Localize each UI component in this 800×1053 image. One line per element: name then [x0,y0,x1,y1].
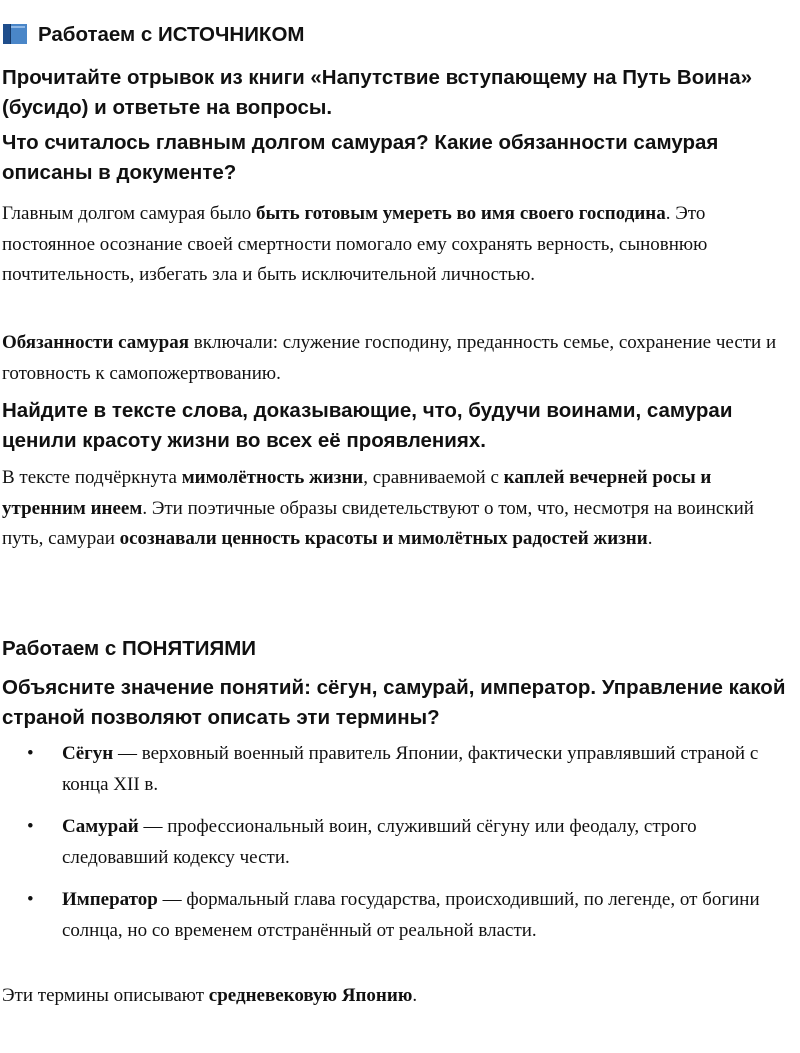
text-run: В тексте подчёркнута [2,467,182,488]
source-intro: Прочитайте отрывок из книги «Напутствие вступающему на Путь Воина» (бусидо) и ответьте на вопросы. [2,66,753,119]
term-definition: — формальный глава государства, происходивший, по легенде, от богини солнца, но со временем отстранённый от реальной власти. [62,889,760,941]
term-label: Самурай [62,816,139,837]
bold-run: средневековую Японию [208,985,413,1006]
terms-list [2,739,794,958]
text-run: , сравниваемой с [363,467,504,488]
question-2: Найдите в тексте слова, доказывающие, что, будучи воинами, самураи ценили красоту жизни во всех её проявлениях. [2,399,733,452]
list-item [2,812,794,873]
text-run: . [412,985,418,1006]
answer-1-paragraph-1 [2,199,794,291]
text-run: включали: служение господину, преданность семье, сохранение чести и готовность к самопожертвованию. [2,332,777,384]
bold-run: быть готовым умереть во имя своего господина [256,203,666,224]
section-concepts-title: Работаем с ПОНЯТИЯМИ [2,637,257,660]
answer-2 [2,463,794,555]
bold-run: осознавали ценность красоты и мимолётных радостей жизни [119,528,648,549]
list-item [2,739,794,800]
text-run: . [647,528,653,549]
question-1: Что считалось главным долгом самурая? Какие обязанности самурая описаны в документе? [2,131,719,184]
text-run: . Эти поэтичные образы свидетельствуют о том, что, несмотря на воинский путь, самураи [2,497,754,549]
bold-run: каплей вечерней росы и утренним инеем [2,467,712,519]
text-run: Эти термины описывают [2,985,209,1006]
bold-run: мимолётность жизни [181,467,364,488]
bullet: • [27,816,34,837]
bullet: • [27,889,34,910]
text-run: Главным долгом самурая было [2,203,256,224]
conclusion [2,981,794,1012]
text-run: . Это постоянное осознание своей смертности помогало ему сохранять верность, сыновнюю почтительность, избегать зла и быть исключительной личностью. [2,203,708,285]
bold-run: Обязанности самурая [2,332,190,353]
term-label: Император [62,889,158,910]
book-icon [2,23,28,45]
term-label: Сёгун [62,743,114,764]
concepts-question: Объясните значение понятий: сёгун, самурай, император. Управление какой страной позволяют описать эти термины? [2,676,786,729]
section-source-title-text: Работаем с ИСТОЧНИКОМ [38,23,305,46]
answer-1-paragraph-2 [2,328,794,389]
term-definition: — верховный военный правитель Японии, фактически управлявший страной с конца XII в. [62,743,759,795]
term-definition: — профессиональный воин, служивший сёгуну или феодалу, строго следовавший кодексу чести. [62,816,697,868]
section-source-title [2,22,794,48]
bullet: • [27,743,34,764]
list-item [2,885,794,946]
